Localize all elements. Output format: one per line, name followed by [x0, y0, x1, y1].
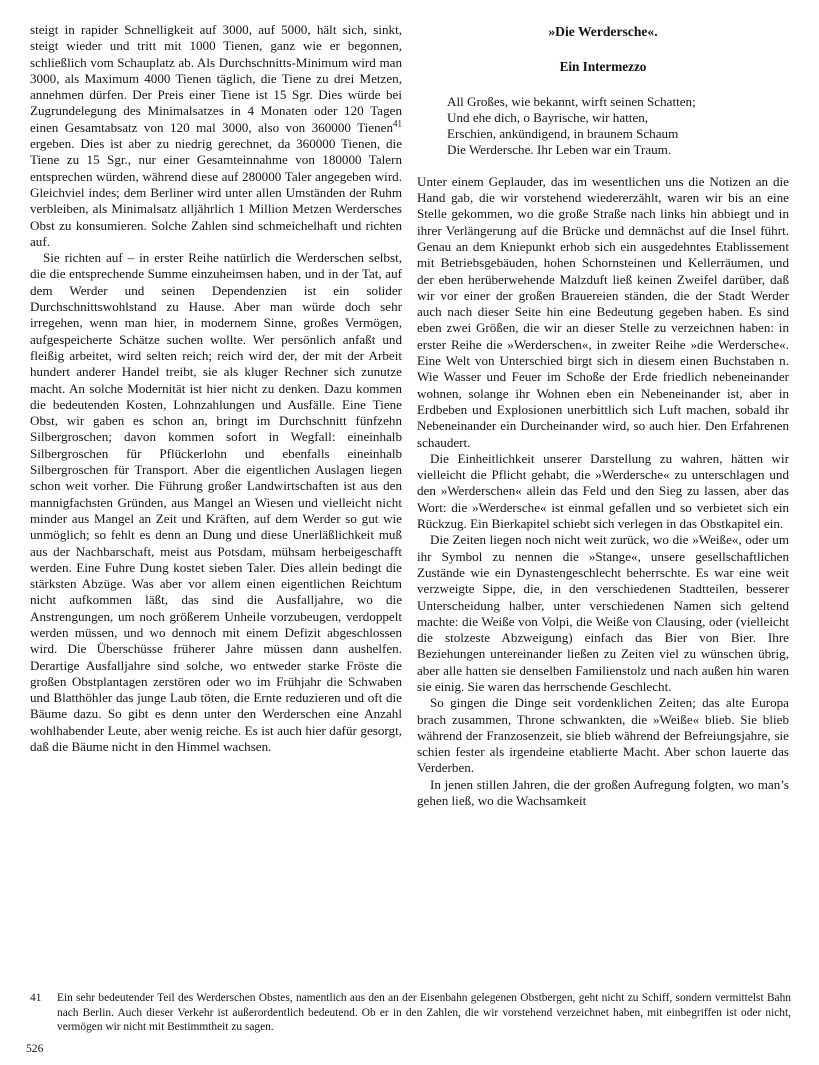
- chapter-subheading: Ein Intermezzo: [559, 59, 647, 75]
- right-column: [417, 22, 789, 980]
- right-column-body: [417, 174, 789, 810]
- poem-line: Die Werdersche. Ihr Leben war ein Traum.: [447, 142, 672, 158]
- paragraph: steigt in rapider Schnelligkeit auf 3000, auf 5000, hält sich, sinkt, steigt wieder und tritt mit 1000 Tienen, ganz wie er begonnen, schließlich vom Schauplatz ab. Als Durchschnitts-Minimum wird man 3000, als Maximum 4000 Tienen täglich, die Tiene zu drei Metzen, annehmen dürfen. Der Preis einer Tiene ist 15 Sgr. Dies würde bei Zugrundelegung des Minimalsatzes in 4 Monaten oder 120 Tagen einen Gesamtabsatz von 120 mal 3000, also von 360000 Tienen$^{41}$ ergeben. Dies ist aber zu niedrig gerechnet, da 360000 Tienen, die Tiene zu 15 Sgr., nur einer Gesamteinnahme von 180000 Talern entsprechen würden, während diese auf 280000 Taler angegeben wird. Gleichviel indes; dem Berliner wird unter allen Umständen der Ruhm verbleiben, als Minimalsatz alljährlich 1 Million Metzen Werdersches Obst zu konsumieren. Solche Zahlen sind schmeichelhaft und richten auf.: [30, 22, 402, 249]
- footnote: [30, 991, 791, 1035]
- paragraph: Unter einem Geplauder, das im wesentlichen uns die Notizen an die Hand gab, die wir vorstehend wiedererzählt, waren wir bis an eine Stelle gekommen, wo die große Straße nach links hin abbiegt und in ihrer Verlängerung auf die Brücke und demnächst auf die Insel führt. Genau an dem Kniepunkt erhob sich ein ausgedehntes Etablissement mit Betriebsgebäuden, hohen Schornsteinen und Kellerräumen, und der eben herüberwehende Malzduft ließ keinen Zweifel darüber, daß wir vor einer der großen Brauereien ständen, die der Stadt Werder auch nach dieser Seite hin eine Bedeutung gegeben haben. Es sind eben zwei Größen, die wir an dieser Stelle zu verzeichnen haben: in erster Reihe die »Werderschen«, in zweiter Reihe »die Werdersche«. Eine Welt von Unterschied birgt sich in diesem einen Buchstaben n. Wie Wasser und Feuer im Schoße der Erde friedlich nebeneinander wohnen, solange ihr Wohnen eben ein Nebeneinander ist, aber in Erdbeben und Explosionen unerbittlich sich Luft machen, sobald ihr Nebeneinander ein Durcheinander wird, so auch hier. Den Erfahrenen schaudert.: [417, 173, 789, 450]
- footnote-reference: 41: [393, 118, 402, 129]
- page-number: 526: [26, 1042, 44, 1055]
- poem-line: All Großes, wie bekannt, wirft seinen Schatten;: [447, 93, 696, 109]
- poem: [447, 94, 789, 159]
- paragraph: In jenen stillen Jahren, die der großen Aufregung folgten, wo man’s gehen ließ, wo die Wachsamkeit: [417, 776, 789, 809]
- chapter-heading: »Die Werdersche«.: [548, 24, 658, 39]
- text-columns: [30, 22, 789, 980]
- poem-line: Und ehe dich, o Bayrische, wir hatten,: [447, 109, 649, 125]
- paragraph: Die Zeiten liegen noch nicht weit zurück, wo die »Weiße«, oder um ihr Symbol zu nennen die »Stange«, unsere gesellschaftlichen Zustände wie ein Dynastengeschlecht beherrschte. Es war eine weit verzweigte Sippe, die, in den verschiedenen Stadtteilen, besserer Unterscheidung halber, unter verschiedenen Namen sich geltend machte: die Weiße von Volpi, die Weiße von Clausing, oder (vielleicht die stolzeste Abzweigung) einfach das Bier von Bier. Ihre Beziehungen untereinander ließen zu Zeiten viel zu wünschen übrig, aber alle hatten sie denselben Familienstolz und nach außen hin waren sie einig. Sie waren das herrschende Geschlecht.: [417, 532, 789, 694]
- left-column: [30, 22, 402, 980]
- paragraph: Sie richten auf – in erster Reihe natürlich die Werderschen selbst, die die entsprechende Summe einzuheimsen haben, und in der Tat, auf dem Werder und seinen Dependenzien ist ein solider Durchschnittswohlstand zu Hause. Aber man würde doch sehr irregehen, wenn man hier, in modernem Sinne, großes Vermögen, aufgespeicherte Schätze suchen wollte. Wer persönlich anfaßt und fleißig arbeitet, wird selten reich; reich wird der, der mit der Arbeit hundert anderer Handel treibt, sie als kluger Rechner sich zunutze macht. An solche Modernität ist hier nicht zu denken. Dazu kommen die bedeutenden Kosten, Lohnzahlungen und Ausfälle. Eine Tiene Obst, wir gaben es schon an, bringt im Durchschnitt fünfzehn Silbergroschen; davon kommen sofort in Wegfall: eineinhalb Silbergroschen für Pflückerlohn und ebenfalls eineinhalb Silbergroschen für Transport. Aber die eigentlichen Auslagen liegen schon weit vorher. Die Führung großer Landwirtschaften ist aus den mannigfachsten Gründen, aus Mangel an Wiesen und vielleicht nicht minder aus Mangel an Zeit und Kräften, auf dem Werder so gut wie unmöglich; so fehlt es denn an Dung und diese Unerläßlichkeit muß aus der Nachbarschaft, meist aus Potsdam, mühsam herbeigeschafft werden. Eine Fuhre Dung kostet sieben Taler. Dies allein bedingt die stärksten Abzüge. Was aber vor allem einen eigentlichen Reichtum nicht aufkommen läßt, das sind die Ausfalljahre, wo die Anstrengungen, um noch größerem Unheile vorzubeugen, verdoppelt werden müssen, und wo dennoch mit einem Defizit abgeschlossen wird. Die Überschüsse früherer Jahre müssen dann aushelfen. Derartige Ausfalljahre sind solche, wo entweder starke Fröste die großen Obstplantagen zerstören oder wo im Frühjahr die Schwaben und Blatthöhler das junge Laub töten, die Ernte reduzieren und oft die Bäume dazu. So gibt es denn unter den Werderschen eine Anzahl wohlhabender Leute, aber wenig reiche. Es ist auch hier dafür gesorgt, daß die Bäume nicht in den Himmel wachsen.: [30, 250, 402, 755]
- poem-line: Erschien, ankündigend, in braunem Schaum: [447, 126, 679, 142]
- paragraph: So gingen die Dinge seit vordenklichen Zeiten; das alte Europa brach zusammen, Throne schwankten, die »Weiße« blieb. Sie blieb während der Franzosenzeit, sie blieb während der Befreiungsjahre, sie schien fester als irgendeine etablierte Macht. Aber schon lauerte das Verderben.: [417, 695, 789, 776]
- paragraph: Die Einheitlichkeit unserer Darstellung zu wahren, hätten wir vielleicht die Pflicht gehabt, die »Werdersche« zu unterschlagen und den »Werderschen« allein das Feld und den Sieg zu lassen, aber das Wort: die »Werdersche« ist einmal gefallen und so verbietet sich ein Rückzug. Ein Bierkapitel schiebt sich verlegen in das Obstkapitel ein.: [417, 450, 789, 532]
- footnote-text: Ein sehr bedeutender Teil des Werderschen Obstes, namentlich aus den an der Eisenbahn gelegenen Obstbergen, geht nicht zu Schiff, sondern vermittelst Bahn nach Berlin. Auch dieser Verkehr ist außerordentlich bedeutend. Ob er in den Zahlen, die wir vorstehend verzeichnet haben, mit einbegriffen ist oder nicht, vermögen wir nicht mit Bestimmtheit zu sagen.: [57, 992, 791, 1034]
- footnote-marker: 41: [30, 992, 42, 1005]
